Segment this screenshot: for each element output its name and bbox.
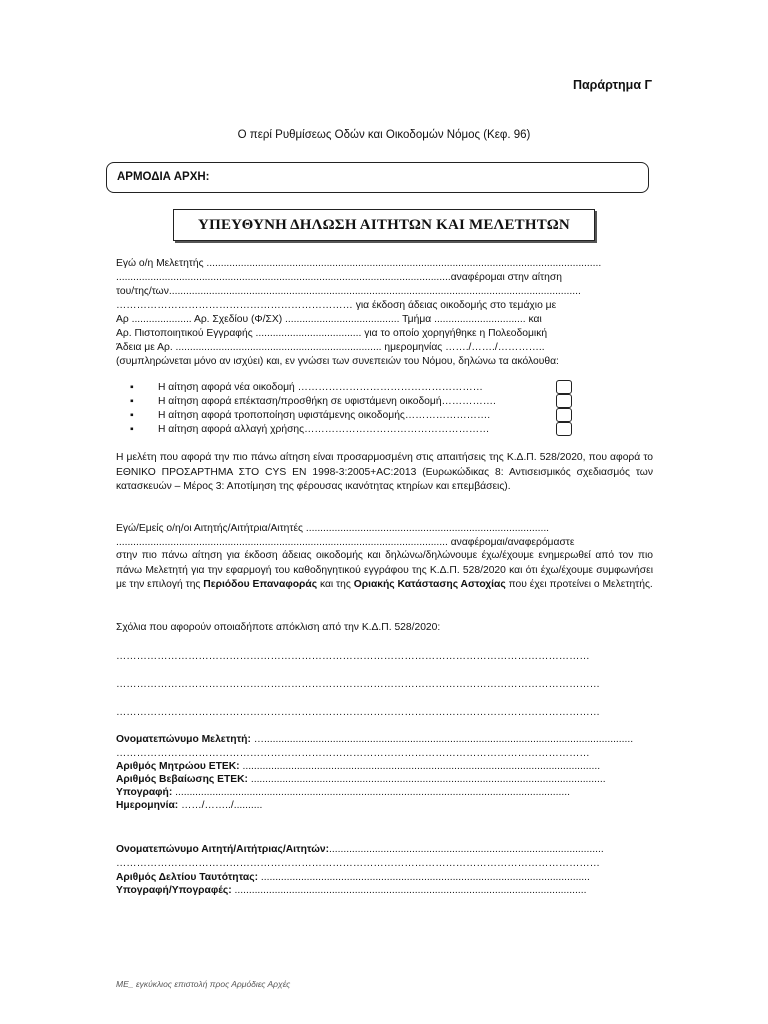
- applicant-signature-dots: ...........................................................................................................................: [231, 885, 587, 896]
- engineer-line-8: (συμπληρώνεται μόνο αν ισχύει) και, εν γνώσει των συνεπειών του Νόμου, δηλώνω τα ακόλουθα:: [116, 356, 559, 367]
- footer-note: ΜΕ_ εγκύκλιος επιστολή προς Αρμόδιες Αρχές: [116, 979, 291, 989]
- authority-field[interactable]: [106, 162, 649, 193]
- etek-registry-label: Αριθμός Μητρώου ΕΤΕΚ:: [116, 761, 240, 772]
- applicant-name-continuation[interactable]: ……………………………………………………………………………………………………………………………: [116, 858, 600, 869]
- engineer-line-4: …………………………………………………………… για έκδοση άδειας οικοδομής στο τεμάχιο με: [116, 300, 557, 311]
- applicant-paragraph: [116, 549, 653, 593]
- option-change-of-use: [134, 423, 489, 436]
- return-period: Περιόδου Επαναφοράς: [203, 579, 318, 591]
- engineer-line-6: Αρ. Πιστοποιητικού Εγγραφής ..................................... για το οποίο χορηγήθηκε η Πολεοδομική: [116, 328, 548, 339]
- option-label: Η αίτηση αφορά νέα οικοδομή ………………………………………………: [158, 382, 483, 393]
- limit-state: Οριακής Κατάστασης Αστοχίας: [353, 579, 506, 591]
- applicant-end: που έχει προτείνει ο Μελετητής.: [508, 579, 653, 591]
- engineer-name-label: Ονοματεπώνυμο Μελετητή:: [116, 734, 251, 745]
- checkbox-extension[interactable]: [556, 394, 572, 408]
- id-card-dots: ...................................................................................................................: [258, 872, 590, 883]
- comments-label: Σχόλια που αφορούν οποιαδήποτε απόκλιση από την Κ.Δ.Π. 528/2020:: [116, 622, 441, 633]
- appendix-label: Παράρτημα Γ: [572, 78, 652, 92]
- option-label: Η αίτηση αφορά τροποποίηση υφιστάμενης οικοδομής…………………….: [158, 410, 491, 421]
- applicant-signature-label: Υπογραφή/Υπογραφές:: [116, 885, 232, 896]
- option-label: Η αίτηση αφορά αλλαγή χρήσης………………………………………………: [158, 424, 490, 435]
- id-card-field[interactable]: [116, 871, 652, 884]
- applicant-text: στην πιο πάνω αίτηση για έκδοση άδειας οικοδομής και δηλώνω/δηλώνουμε έχω/έχουμε ενημερωθεί από τον πιο πάνω Μελετητή για την εφαρμογή του καθοδηγητικού εγγράφου της Κ.Δ.Π. 528/2020 και ότι έχω/έχουμε συμφωνήσει με την επιλογή της: [116, 550, 653, 591]
- engineer-signature-label: Υπογραφή:: [116, 787, 173, 798]
- id-card-label: Αριθμός Δελτίου Ταυτότητας:: [116, 872, 259, 883]
- comment-line-2[interactable]: ……………………………………………………………………………………………………………………………: [116, 679, 600, 690]
- engineer-date-field[interactable]: [116, 799, 652, 812]
- option-modification: [134, 409, 490, 422]
- engineer-line-5: Αρ ..................... Αρ. Σχεδίου (Φ/ΣΧ) ........................................ Τμήμα ................................ και: [116, 314, 542, 325]
- engineer-line-7: Άδεια με Αρ. ........................................................................ ημερομηνίας ……./……./…………..: [116, 342, 545, 353]
- comment-line-3[interactable]: ……………………………………………………………………………………………………………………………: [116, 707, 600, 718]
- engineer-name-field[interactable]: [116, 733, 652, 746]
- applicant-name-label: Ονοματεπώνυμο Αιτητή/Αιτήτριας/Αιτητών:: [116, 844, 330, 855]
- engineer-date-label: Ημερομηνία:: [116, 800, 179, 811]
- engineer-date-dots: ……/……../..........: [178, 800, 263, 811]
- engineer-signature-dots: ..........................................................................................................................................: [172, 787, 570, 798]
- authority-label: ΑΡΜΟΔΙΑ ΑΡΧΗ:: [117, 171, 210, 183]
- option-extension: [134, 395, 496, 408]
- applicant-mid: και της: [319, 579, 351, 591]
- engineer-line-2: .....................................................................................................................αναφέρομαι στην αίτηση: [116, 272, 562, 283]
- checkbox-change-of-use[interactable]: [556, 422, 572, 436]
- etek-registry-field[interactable]: [116, 760, 652, 773]
- applicant-name-field[interactable]: [116, 843, 652, 856]
- comment-line-1[interactable]: …………………………………………………………………………………………………………………………: [116, 651, 590, 662]
- declaration-title-box: [173, 209, 595, 241]
- applicant-name-dots: ................................................................................................: [329, 844, 604, 855]
- study-paragraph: Η μελέτη που αφορά την πιο πάνω αίτηση είναι προσαρμοσμένη στις απαιτήσεις της Κ.Δ.Π. 528/2020, που αφορά το ΕΘΝΙΚΟ ΠΡΟΣΑΡΤΗΜΑ ΣΤΟ CYS EN 1998-3:2005+AC:2013 (Ευρωκώδικας 8: Αντισεισμικός σχεδιασμός των κατασκευών – Μέρος 3: Αποτίμηση της φέρουσας ικανότητας κτηρίων και επεμβάσεις).: [116, 452, 653, 493]
- option-new-building: [134, 381, 483, 394]
- etek-registry-dots: .............................................................................................................................: [239, 761, 601, 772]
- applicant-line-2: .................................................................................................................... αναφέρομαι/αναφερόμαστε: [116, 537, 575, 548]
- engineer-line-1: Εγώ ο/η Μελετητής ..........................................................................................................................................: [116, 258, 602, 269]
- applicant-signature-field[interactable]: [116, 884, 652, 897]
- declaration-title: ΥΠΕΥΘΥΝΗ ΔΗΛΩΣΗ ΑΙΤΗΤΩΝ ΚΑΙ ΜΕΛΕΤΗΤΩΝ: [198, 217, 570, 233]
- etek-certificate-label: Αριθμός Βεβαίωσης ΕΤΕΚ:: [116, 774, 248, 785]
- engineer-name-continuation[interactable]: …………………………………………………………………………………………………………………………: [116, 748, 590, 759]
- etek-certificate-field[interactable]: [116, 773, 652, 786]
- option-label: Η αίτηση αφορά επέκταση/προσθήκη σε υφιστάμενη οικοδομή…………….: [158, 396, 496, 407]
- checkbox-new-building[interactable]: [556, 380, 572, 394]
- checkbox-modification[interactable]: [556, 408, 572, 422]
- applicant-line-1: Εγώ/Εμείς ο/η/οι Αιτητής/Αιτήτρια/Αιτητές .....................................................................................: [116, 523, 550, 534]
- law-reference: Ο περί Ρυθμίσεως Οδών και Οικοδομών Νόμος (Κεφ. 96): [237, 129, 531, 141]
- etek-certificate-dots: ............................................................................................................................: [247, 774, 606, 785]
- engineer-signature-field[interactable]: [116, 786, 652, 799]
- engineer-name-dots: ….................................................................................................................................: [250, 734, 634, 745]
- engineer-line-3: του/της/των................................................................................................................................................: [116, 286, 581, 297]
